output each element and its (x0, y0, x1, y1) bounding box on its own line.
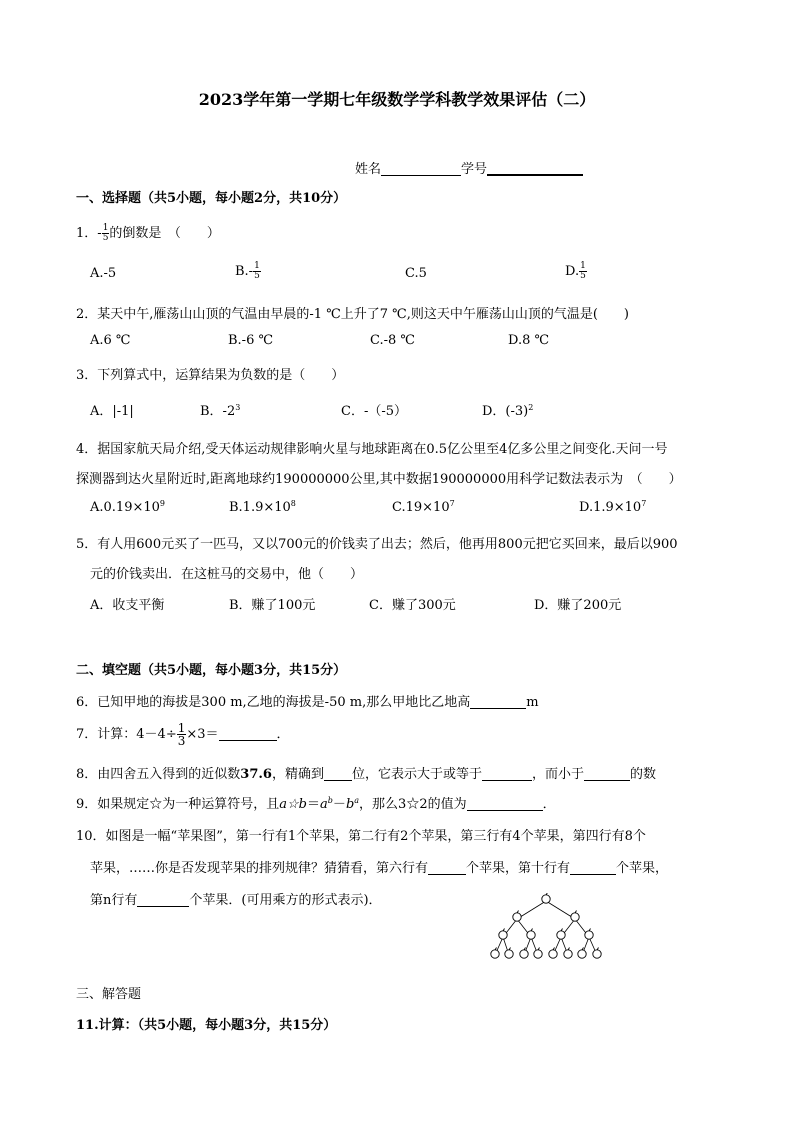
q8-part4: ，而小于 (531, 767, 584, 782)
q1-option-a: A.-5 (90, 266, 117, 281)
student-info (355, 158, 583, 177)
q1-minus: - (97, 226, 102, 241)
q4-option-c (392, 499, 455, 515)
q10-line2-part3: 个苹果， (616, 861, 669, 876)
q11-stem: 11.计算：（共5小题，每小题3分，共15分） (76, 1018, 337, 1033)
apple-icon (542, 895, 550, 903)
apple-icon (564, 950, 572, 958)
name-label: 姓名 (355, 162, 382, 177)
q10-blank-1 (428, 860, 466, 875)
apple-icon (549, 950, 557, 958)
q9-part2: ，那么3☆2的值为 (359, 797, 467, 812)
apple-icon (557, 931, 565, 939)
q2-option-c: C.-8 ℃ (370, 333, 415, 348)
q8-blank-2 (482, 766, 532, 781)
q3-stem: 3．下列算式中，运算结果为负数的是（ ） (76, 368, 345, 383)
apple-icon (534, 950, 542, 958)
q3-option-c: C．-（-5） (341, 404, 408, 419)
q9-formula-lhs: a☆b (279, 797, 308, 812)
apple-icon (505, 950, 513, 958)
apple-icon (520, 950, 528, 958)
q9-blank (467, 796, 543, 811)
q9-formula-eq: ＝ (307, 797, 321, 812)
section2-heading: 二、填空题（共5小题，每小题3分，共15分） (76, 663, 347, 678)
q10-line3 (90, 889, 382, 908)
q1-d-fraction (579, 262, 587, 281)
apple-icon (578, 950, 586, 958)
q4-line1: 4．据国家航天局介绍,受天体运动规律影响火星与地球距离在0.5亿公里至4亿多公里之间变化.天问一号 (76, 442, 668, 457)
q10-line2-part1: 苹果，……你是否发现苹果的排列规律？猜猜看，第六行有 (90, 861, 429, 876)
q8-part2: ，精确到 (271, 767, 324, 782)
q4-a-exp: 9 (159, 499, 165, 508)
q8-value: 37.6 (240, 767, 272, 782)
q3-option-a: A．|-1| (90, 404, 134, 419)
page-title: 2023学年第一学期七年级数学学科教学效果评估（二） (198, 90, 596, 109)
q4-b-base: B.1.9×10 (229, 500, 291, 515)
q5-option-b: B．赚了100元 (229, 598, 316, 613)
q1-frac-den: 5 (102, 233, 109, 243)
q8-part5: 的数 (630, 767, 657, 782)
q6-unit: m (526, 695, 539, 710)
q1-frac-num: 1 (102, 223, 109, 233)
q1-option-c: C.5 (405, 266, 427, 281)
q10-line2-part2: 个苹果，第十行有 (466, 861, 571, 876)
q3-option-b (200, 400, 240, 419)
question-9 (76, 793, 556, 812)
q8-blank-1 (324, 766, 352, 781)
q1-stem-suffix: 的倒数是 （ ） (109, 226, 220, 241)
q10-blank-2 (570, 860, 616, 875)
apple-tree-figure (487, 893, 605, 961)
q3-option-d (482, 400, 533, 419)
q7-frac-den: 3 (177, 734, 186, 748)
name-blank (381, 161, 461, 176)
q1-option-b (235, 262, 261, 281)
q9-formula-b: b (345, 797, 355, 812)
q4-d-base: D.1.9×10 (579, 500, 642, 515)
q4-b-exp: 8 (290, 499, 296, 508)
q1-b-frac-num: 1 (254, 261, 260, 271)
apple-icon (593, 950, 601, 958)
q3-d-base: D．(-3) (482, 404, 529, 419)
q8-blank-3 (584, 766, 630, 781)
q4-option-b (229, 499, 296, 515)
q4-a-base: A.0.19×10 (90, 500, 160, 515)
q1-b-prefix: B.- (235, 264, 254, 279)
section3-heading: 三、解答题 (76, 987, 142, 1002)
q10-blank-3 (137, 892, 189, 907)
q5-option-a: A．收支平衡 (90, 598, 165, 613)
q2-stem: 2．某天中午,雁荡山山顶的气温由早晨的-1 ℃上升了7 ℃,则这天中午雁荡山山顶的气温是( ) (76, 307, 629, 322)
q4-c-exp: 7 (449, 499, 455, 508)
q4-line2: 探测器到达火星附近时,距离地球约190000000公里,其中数据190000000用科学记数法表示为 （ ） (76, 472, 682, 487)
q1-d-prefix: D. (565, 264, 580, 279)
q5-option-d: D．赚了200元 (534, 598, 622, 613)
apple-icon (527, 931, 535, 939)
q1-option-d (565, 262, 587, 281)
q1-number: 1． (76, 226, 98, 241)
q3-b-exp: 3 (235, 403, 241, 412)
q5-line2: 元的价钱卖出．在这桩马的交易中，他（ ） (90, 567, 364, 582)
q10-line2 (90, 857, 668, 876)
question-6 (76, 691, 539, 710)
q4-c-base: C.19×10 (392, 500, 450, 515)
q10-line3-part1: 第n行有 (90, 893, 138, 908)
q10-line3-part2: 个苹果．(可用乘方的形式表示)． (189, 893, 382, 908)
q9-formula-b-exp: a (354, 796, 360, 805)
apple-icon (585, 931, 593, 939)
q7-frac-num: 1 (177, 721, 186, 735)
question-1 (76, 222, 220, 243)
q6-blank (470, 694, 526, 709)
q5-option-c: C．赚了300元 (369, 598, 456, 613)
q7-prefix: 7．计算：4－4÷ (76, 727, 177, 742)
q9-formula-minus: － (332, 797, 346, 812)
q6-stem: 6．已知甲地的海拔是300 m,乙地的海拔是-50 m,那么甲地比乙地高 (76, 695, 471, 710)
section1-heading: 一、选择题（共5小题，每小题2分，共10分） (76, 191, 347, 206)
q9-end: ． (542, 797, 556, 812)
q8-part1: 8．由四舍五入得到的近似数 (76, 767, 241, 782)
q2-option-b: B.-6 ℃ (228, 333, 274, 348)
q4-option-d (579, 499, 646, 515)
id-blank (487, 160, 583, 176)
q9-formula-a: a (320, 797, 328, 812)
q7-end: ． (276, 727, 290, 742)
q1-d-frac-num: 1 (580, 261, 586, 271)
q8-part3: 位，它表示大于或等于 (351, 767, 482, 782)
q7-blank (219, 726, 277, 741)
q3-d-exp: 2 (528, 403, 534, 412)
q4-d-exp: 7 (641, 499, 647, 508)
apple-icon (513, 913, 521, 921)
question-8 (76, 763, 656, 782)
apple-tree-branches (495, 901, 597, 955)
q2-option-d: D.8 ℃ (508, 333, 550, 348)
q9-formula-a-exp: b (327, 796, 333, 805)
q4-option-a (90, 499, 165, 515)
q1-b-frac-den: 5 (254, 271, 260, 281)
q1-b-fraction (253, 262, 261, 281)
apple-icon (491, 950, 499, 958)
q3-b-base: B．-2 (200, 404, 236, 419)
q1-d-frac-den: 5 (580, 271, 586, 281)
id-label: 学号 (461, 162, 488, 177)
q10-line1: 10．如图是一幅“苹果图”，第一行有1个苹果，第二行有2个苹果，第三行有4个苹果，第四行有8个 (76, 829, 646, 844)
apple-icon (499, 931, 507, 939)
q2-option-a: A.6 ℃ (90, 333, 131, 348)
question-7 (76, 722, 290, 747)
q9-part1: 9．如果规定☆为一种运算符号，且 (76, 797, 280, 812)
q7-fraction (177, 722, 187, 747)
q5-line1: 5．有人用600元买了一匹马，又以700元的价钱卖了出去；然后，他再用800元把它买回来，最后以900 (76, 537, 678, 552)
apple-icon (571, 913, 579, 921)
q7-suffix: ×3＝ (186, 727, 219, 742)
